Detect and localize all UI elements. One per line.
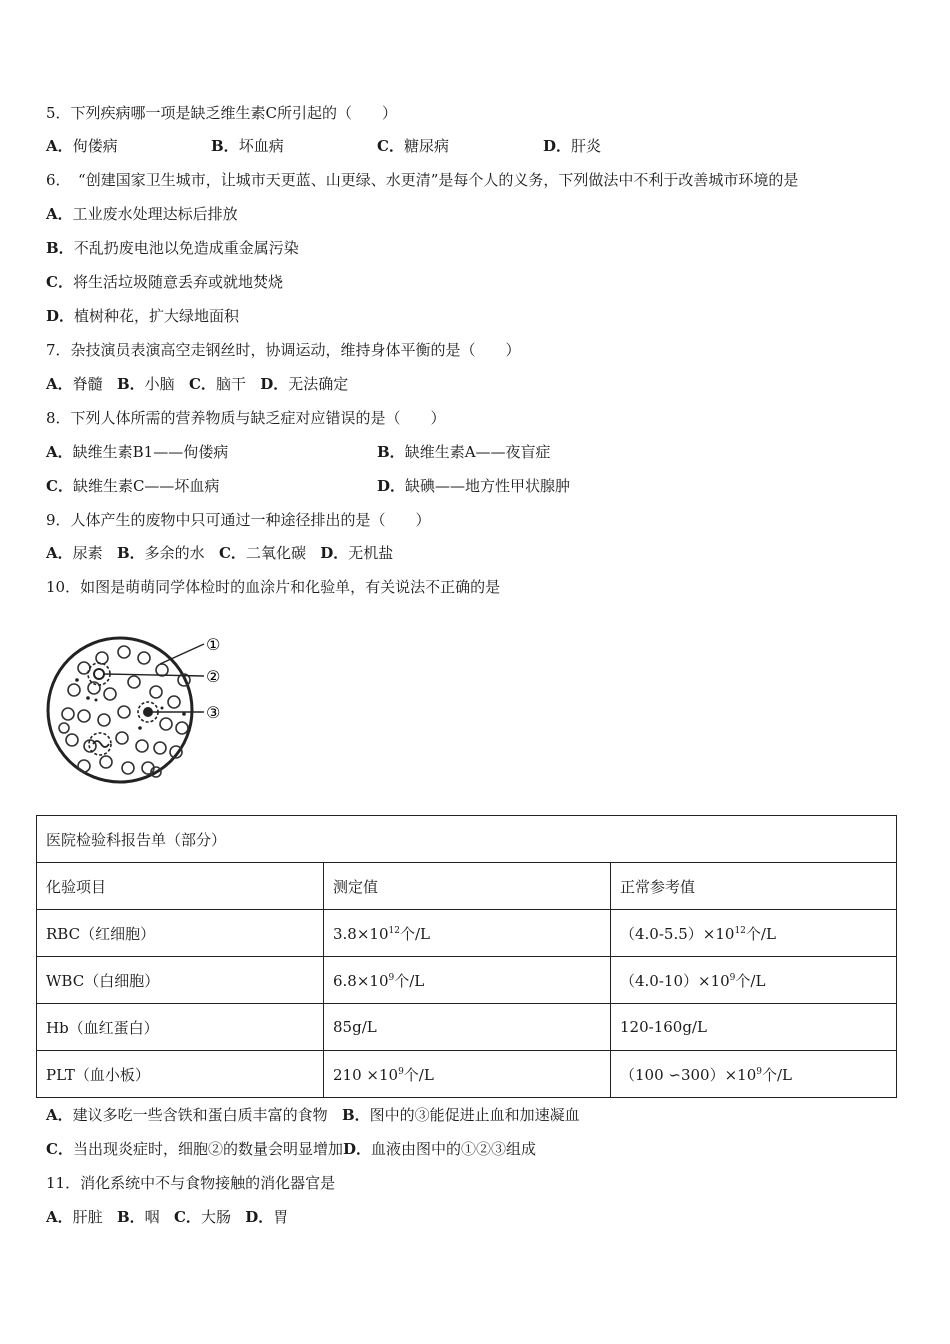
q5-option-a: A．佝偻病: [46, 137, 118, 155]
row-value: 85g/L: [324, 1004, 611, 1051]
header-value: 测定值: [324, 863, 611, 910]
blood-smear-figure: [44, 628, 244, 792]
q8-option-d: D．缺碘——地方性甲状腺肿: [377, 477, 571, 495]
q8-option-c: C．缺维生素C——坏血病: [46, 477, 220, 495]
row-reference: （100 $∽300)\times 10^9$个/L: [611, 1051, 897, 1098]
q10-option-a-b: A．建议多吃一些含铁和蛋白质丰富的食物 B．图中的③能促进止血和加速凝血: [46, 1106, 580, 1124]
q7-stem: 7．杂技演员表演高空走钢丝时，协调运动，维持身体平衡的是（ ）: [46, 341, 521, 359]
row-reference: $(4.0-10)\times 10^9$个/L: [611, 957, 897, 1004]
row-value: $6.8\times 10^9$个/L: [324, 957, 611, 1004]
q6-stem: 6． “创建国家卫生城市，让城市天更蓝、山更绿、水更清”是每个人的义务，下列做法中不利于改善城市环境的是: [46, 171, 799, 189]
figure-label-3: ③: [206, 703, 221, 722]
report-title: 医院检验科报告单（部分）: [37, 816, 897, 863]
row-reference: $(4.0-5.5)\times 10^{12}$个/L: [611, 910, 897, 957]
q5-option-b: B．坏血病: [211, 137, 284, 155]
q10-stem: 10．如图是萌萌同学体检时的血涂片和化验单，有关说法不正确的是: [46, 578, 501, 596]
figure-label-1: ①: [206, 635, 221, 654]
header-item: 化验项目: [37, 863, 324, 910]
row-reference: 120-160g/L: [611, 1004, 897, 1051]
q8-option-b: B．缺维生素A——夜盲症: [377, 443, 551, 461]
row-value: $3.8\times 10^{12}$个/L: [324, 910, 611, 957]
report-title-row: [37, 816, 897, 863]
row-item: PLT（血小板）: [37, 1051, 324, 1098]
row-item: Hb（血红蛋白）: [37, 1004, 324, 1051]
q11-stem: 11．消化系统中不与食物接触的消化器官是: [46, 1174, 336, 1192]
q8-option-a: A．缺维生素B1——佝偻病: [46, 443, 229, 461]
q6-option-b: B．不乱扔废电池以免造成重金属污染: [46, 239, 299, 257]
q8-stem: 8．下列人体所需的营养物质与缺乏症对应错误的是（ ）: [46, 409, 446, 427]
q6-option-c: C．将生活垃圾随意丢弃或就地焚烧: [46, 273, 283, 291]
table-row: [37, 910, 897, 957]
table-row: [37, 1051, 897, 1098]
q5-option-c: C．糖尿病: [377, 137, 449, 155]
q5-stem: 5．下列疾病哪一项是缺乏维生素C所引起的（ ）: [46, 104, 398, 122]
figure-label-2: ②: [206, 667, 221, 686]
table-row: [37, 957, 897, 1004]
row-value: $210 \times 10^9$个/L: [324, 1051, 611, 1098]
row-item: RBC（红细胞）: [37, 910, 324, 957]
q10-option-c-d: C．当出现炎症时，细胞②的数量会明显增加D．血液由图中的①②③组成: [46, 1140, 536, 1158]
report-header-row: [37, 863, 897, 910]
row-item: WBC（白细胞）: [37, 957, 324, 1004]
q5-option-d: D．肝炎: [543, 137, 602, 155]
header-reference: 正常参考值: [611, 863, 897, 910]
q9-stem: 9．人体产生的废物中只可通过一种途径排出的是（ ）: [46, 511, 431, 529]
q6-option-d: D．植树种花，扩大绿地面积: [46, 307, 240, 325]
lab-report-table: [36, 815, 897, 1098]
q6-option-a: A．工业废水处理达标后排放: [46, 205, 238, 223]
q7-options: A．脊髓 B．小脑 C．脑干 D．无法确定: [46, 375, 349, 393]
table-row: [37, 1004, 897, 1051]
q11-options: A．肝脏 B．咽 C．大肠 D．胃: [46, 1208, 289, 1226]
q9-options: A．尿素 B．多余的水 C．二氧化碳 D．无机盐: [46, 544, 394, 562]
